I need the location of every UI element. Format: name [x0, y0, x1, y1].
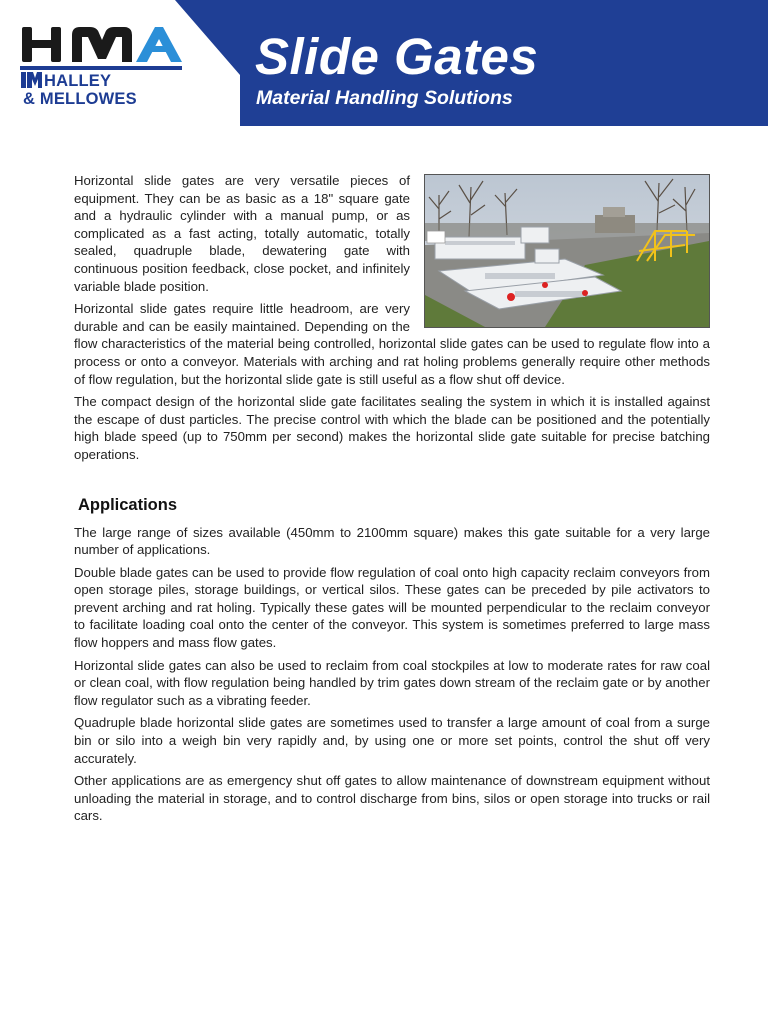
intro-paragraph: Horizontal slide gates require little headroom, are very durable and can be easily maintained. Depending on the flow characteristics of the material being controlled, horizontal slide gates can be used to regulate flow into a process or onto a conveyor. Materials with arching and rat holing problems generally require other methods of flow regulation, but the horizontal slide gate is still useful as a flow shut off device. — [74, 301, 710, 387]
applications-paragraph: Other applications are as emergency shut off gates to allow maintenance of downstream equipment without unloading the material in storage, and to control discharge from bins, silos or open storage into trucks or rail cars. — [74, 773, 710, 824]
company-name-line2: & MELLOWES — [23, 90, 137, 108]
page-subtitle: Material Handling Solutions — [256, 87, 513, 109]
applications-paragraph: Double blade gates can be used to provide flow regulation of coal onto high capacity reclaim conveyors from open storage piles, storage buildings, or vertical silos. These gates can be preceded by pile activators to prevent arching and rat holing. Typically these gates will be mounted perpendicular to the reclaim conveyor to facilitate loading coal onto the center of the conveyor. This system is sometimes preferred to large mass flow hoppers and mass flow gates. — [74, 564, 710, 651]
page-title: Slide Gates — [255, 28, 539, 85]
applications-paragraph: Quadruple blade horizontal slide gates are sometimes used to transfer a large amount of coal from a surge bin or silo into a weigh bin very rapidly and, by using one or more set points, control the shut off very accurately. — [74, 715, 710, 766]
hma-logo-mark — [20, 24, 182, 66]
intro-paragraph: The compact design of the horizontal slide gate facilitates sealing the system in which it is installed against the escape of dust particles. The precise control with which the blade can be positioned and the potentially high blade speed (up to 750mm per second) makes the horizontal slide gate suitable for precise batching operations. — [74, 394, 710, 462]
slide-gates-photo — [424, 174, 710, 328]
page-header — [0, 0, 768, 126]
company-name-line1: HALLEY — [44, 72, 112, 90]
logo-rule — [20, 66, 182, 70]
applications-paragraph: The large range of sizes available (450mm to 2100mm square) makes this gate suitable for a very large number of applications. — [74, 524, 710, 558]
applications-heading: Applications — [78, 495, 178, 514]
main-content — [74, 172, 710, 830]
halley-mellowes-icon — [21, 72, 43, 88]
applications-paragraph: Horizontal slide gates can also be used to reclaim from coal stockpiles at low to moderate rates for raw coal or clean coal, with flow regulation being handled by trim gates down stream of the reclaim gate or by another flow regulator such as a vibrating feeder. — [74, 657, 710, 708]
company-logo — [20, 24, 190, 116]
intro-paragraph: Horizontal slide gates are very versatile pieces of equipment. They can be as basic as a 18" square gate and a hydraulic cylinder with a manual pump, or as complicated as a fast acting, totally automatic, totally sealed, quadruple blade, dewatering gate with continuous position feedback, close pocket, and infinitely variable blade position. — [74, 173, 410, 294]
